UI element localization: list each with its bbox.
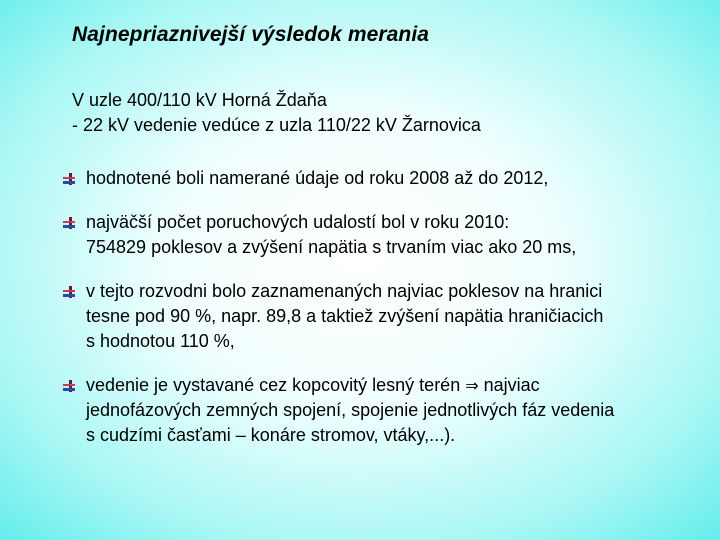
slide-subtitle xyxy=(72,88,481,138)
bullet-4-line-3: s cudzími časťami – konáre stromov, vtáky,...). xyxy=(86,425,456,445)
subtitle-line-2: - 22 kV vedenie vedúce z uzla 110/22 kV Žarnovica xyxy=(72,115,481,135)
bullet-item-4 xyxy=(62,373,702,448)
bullet-item-1 xyxy=(62,166,702,191)
bullet-4-text-after-arrow: najviac xyxy=(478,375,540,395)
bullet-3-line-1: v tejto rozvodni bolo zaznamenaných najviac poklesov na hranici xyxy=(86,281,603,301)
bar-bullet-icon xyxy=(62,173,76,185)
bullet-list xyxy=(62,166,702,448)
bullet-1-line-1: hodnotené boli namerané údaje od roku 2008 až do 2012, xyxy=(86,168,549,188)
bullet-4-text-before-arrow: vedenie je vystavané cez kopcovitý lesný terén xyxy=(86,375,466,395)
bar-bullet-icon xyxy=(62,217,76,229)
bullet-item-3 xyxy=(62,279,702,354)
bullet-4-line-2: jednofázových zemných spojení, spojenie jednotlivých fáz vedenia xyxy=(86,400,615,420)
bullet-2-line-2: 754829 poklesov a zvýšení napätia s trvaním viac ako 20 ms, xyxy=(86,237,577,257)
bullet-2-line-1: najväčší počet poruchových udalostí bol v roku 2010: xyxy=(86,212,510,232)
slide-title: Najnepriaznivejší výsledok merania xyxy=(72,23,430,46)
bullet-item-2 xyxy=(62,210,702,260)
bullet-4-line-1 xyxy=(86,373,702,398)
implies-arrow-icon: ⇒ xyxy=(465,376,479,395)
bar-bullet-icon xyxy=(62,286,76,298)
bullet-3-line-3: s hodnotou 110 %, xyxy=(86,331,235,351)
bar-bullet-icon xyxy=(62,380,76,392)
bullet-3-line-2: tesne pod 90 %, napr. 89,8 a taktiež zvýšení napätia hraničiacich xyxy=(86,306,604,326)
subtitle-line-1: V uzle 400/110 kV Horná Ždaňa xyxy=(72,90,327,110)
